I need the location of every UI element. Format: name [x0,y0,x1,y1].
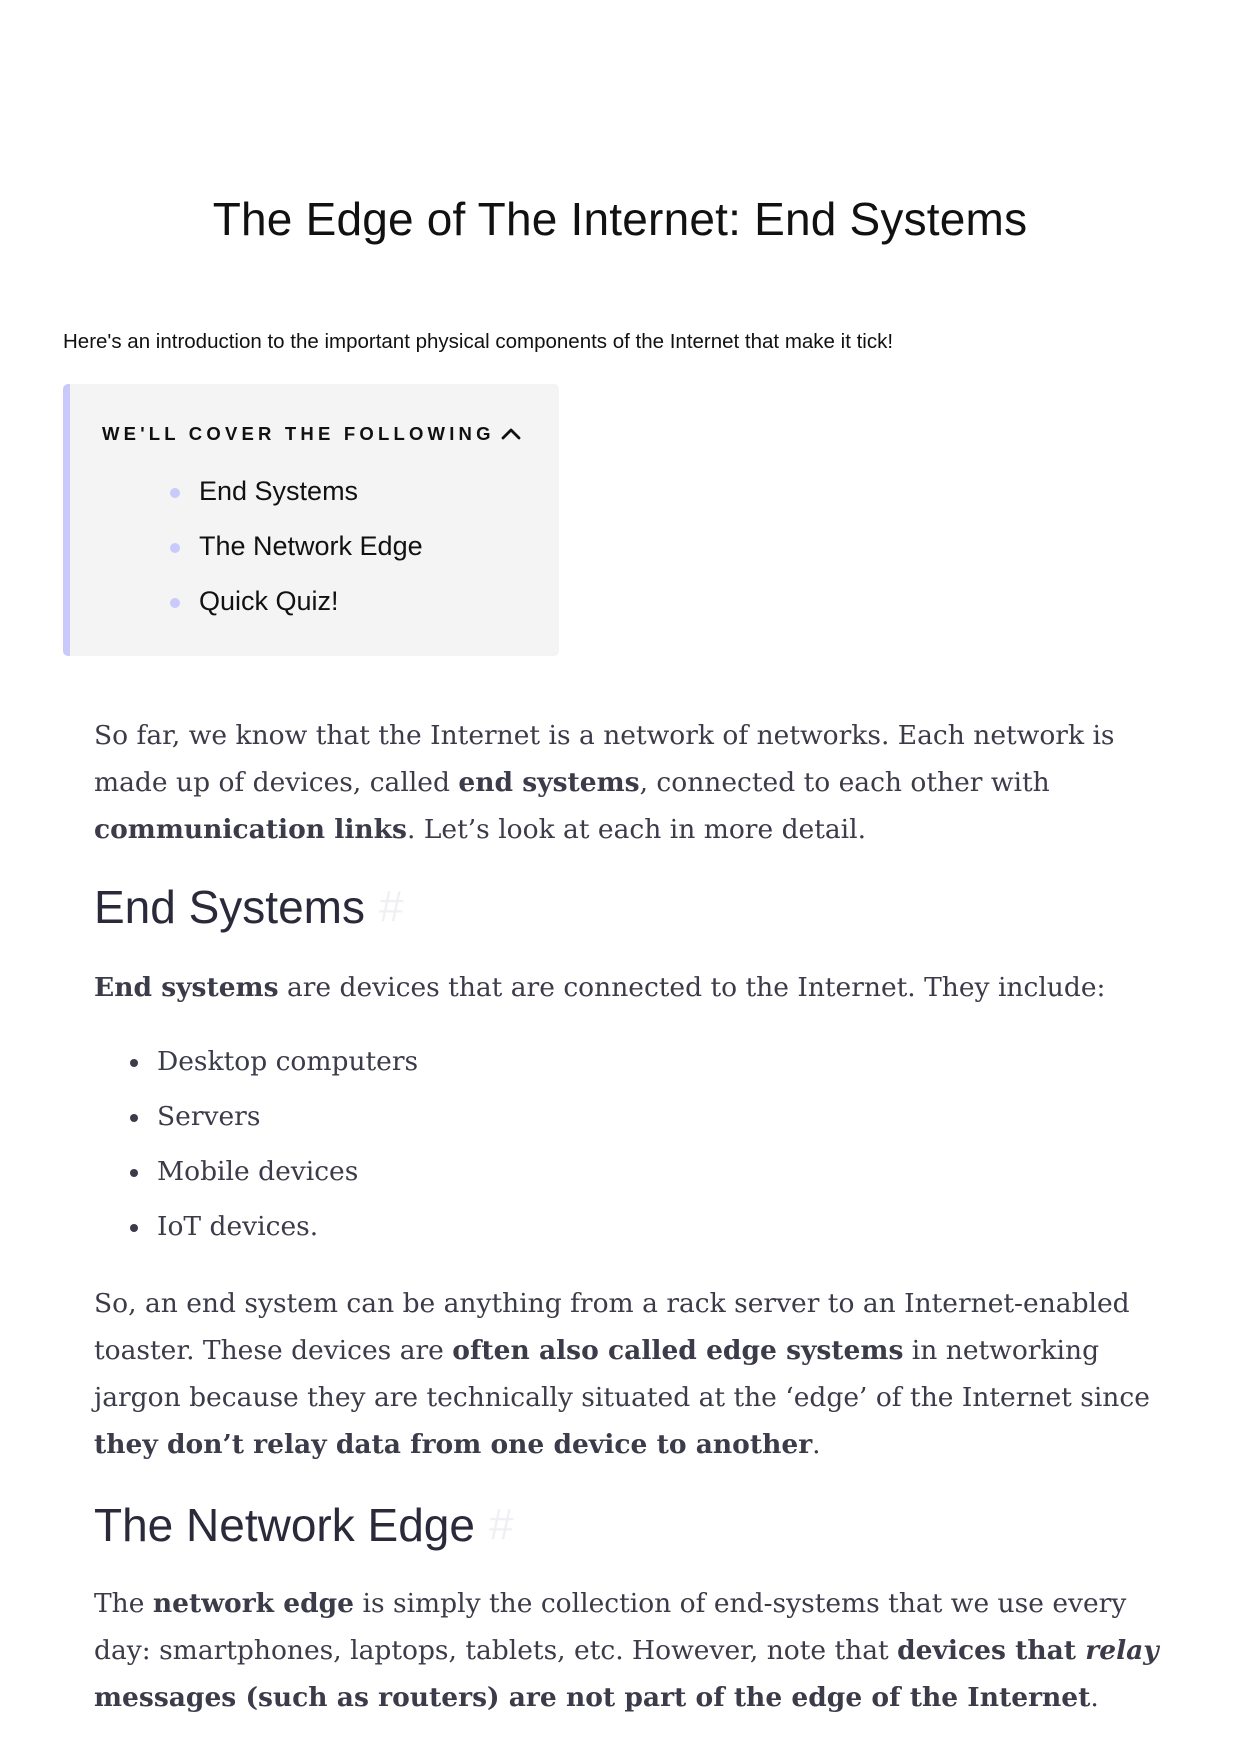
toc-item-network-edge[interactable] [170,527,423,582]
list-item [94,1097,418,1152]
toc-item-label: The Network Edge [199,531,423,561]
text-run: . [812,1429,821,1460]
list-item-text: IoT devices. [157,1211,319,1242]
network-edge-paragraph [94,1580,1164,1721]
end-systems-list [94,1042,418,1262]
bullet-icon [130,1114,138,1122]
text-run: . Let’s look at each in more detail. [406,814,867,845]
bold-term: often also called edge systems [452,1335,904,1366]
chevron-up-icon[interactable] [499,422,523,446]
paragraph [94,1280,1164,1468]
text-run: So, an end system can be anything from a rack server to an Internet-enabled toaster. These devices are [94,1288,1130,1366]
italic-term: relay [1085,1635,1159,1666]
section-heading-network-edge [94,1498,513,1552]
list-item [94,1152,418,1207]
bold-term: end systems [458,767,640,798]
list-item-text: Mobile devices [157,1156,359,1187]
bullet-icon [170,488,180,498]
bold-term: network edge [152,1588,355,1619]
page-title: The Edge of The Internet: End Systems [212,193,1028,245]
toc-list [170,472,423,637]
toc-title: WE'LL COVER THE FOLLOWING [102,423,495,444]
end-systems-explanation [94,1280,1164,1468]
bullet-icon [130,1169,138,1177]
paragraph [94,712,1164,853]
heading-text: End Systems [94,881,365,933]
anchor-link-icon[interactable]: # [379,882,404,931]
toc-item-label: End Systems [199,476,359,506]
section-heading-end-systems [94,880,403,934]
text-run: devices that [897,1635,1086,1666]
text-run: is simply the collection of end-systems that we use every day: smartphones, laptops, tablets, etc. However, note that [94,1588,1127,1666]
bold-term: communication links [94,814,407,845]
heading-text: The Network Edge [94,1499,475,1551]
bold-term: End systems [94,972,279,1003]
toc-item-label: Quick Quiz! [199,586,339,616]
text-run: , connected to each other with [639,767,1050,798]
text-run: in networking jargon because they are technically situated at the ‘edge’ of the Internet since [94,1335,1150,1413]
text-run: The [94,1588,153,1619]
bullet-icon [130,1224,138,1232]
bullet-icon [130,1059,138,1067]
text-run: . [1090,1682,1099,1713]
anchor-link-icon[interactable]: # [488,1500,514,1549]
intro-paragraph-block [94,712,1164,853]
list-item-text: Desktop computers [157,1046,419,1077]
intro-text: Here's an introduction to the important physical components of the Internet that make it tick! [63,330,894,353]
bold-term: they don’t relay data from one device to another [94,1429,813,1460]
bullet-icon [170,598,180,608]
bullet-icon [170,543,180,553]
list-item [94,1207,418,1262]
end-systems-intro [94,964,1164,1011]
toc-toggle[interactable] [102,422,523,446]
list-item [94,1042,418,1097]
list-item-text: Servers [157,1101,261,1132]
text-run: messages (such as routers) are not part of the edge of the Internet [94,1682,1091,1713]
paragraph [94,1580,1164,1721]
table-of-contents [63,384,559,656]
text-run: So far, we know that the Internet is a network of networks. Each network is made up of devices, called [94,720,1115,798]
toc-item-quick-quiz[interactable] [170,582,423,637]
toc-item-end-systems[interactable] [170,472,423,527]
paragraph [94,964,1164,1011]
text-run: are devices that are connected to the Internet. They include: [278,972,1106,1003]
